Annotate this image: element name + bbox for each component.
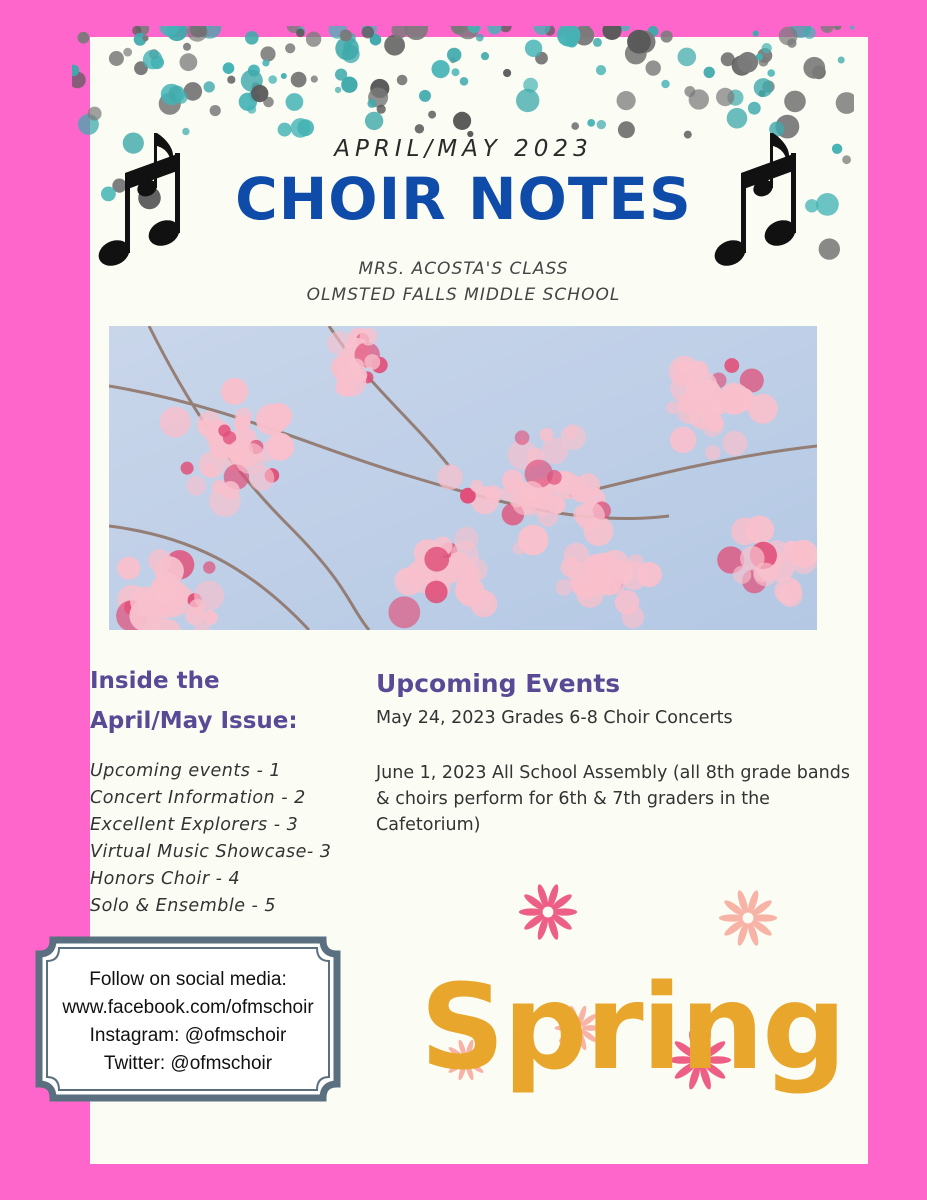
toc-item: Excellent Explorers - 3 xyxy=(90,815,299,835)
social-media-frame xyxy=(33,934,343,1104)
toc-item: Concert Information - 2 xyxy=(90,788,306,808)
toc-item: Virtual Music Showcase- 3 xyxy=(90,842,332,862)
toc-item: Upcoming events - 1 xyxy=(90,761,281,781)
toc-heading-line2: April/May Issue: xyxy=(90,708,298,734)
spring-artwork xyxy=(420,870,845,1100)
cherry-blossom-photo xyxy=(109,326,817,630)
teacher-name: MRS. ACOSTA'S CLASS xyxy=(358,259,569,279)
page-title: CHOIR NOTES xyxy=(235,165,692,233)
instagram-handle[interactable]: Instagram: @ofmschoir xyxy=(89,1025,287,1046)
issue-date: APRIL/MAY 2023 xyxy=(334,136,593,162)
facebook-link[interactable]: www.facebook.com/ofmschoir xyxy=(62,997,314,1018)
toc-heading-line1: Inside the xyxy=(90,668,220,694)
school-name: OLMSTED FALLS MIDDLE SCHOOL xyxy=(306,285,621,305)
social-follow-label: Follow on social media: xyxy=(89,969,287,990)
toc-item: Honors Choir - 4 xyxy=(90,869,241,889)
spring-word: Spring xyxy=(420,958,845,1096)
event-item: June 1, 2023 All School Assembly (all 8th grade bands & choirs perform for 6th & 7th graders in the Cafetorium) xyxy=(376,763,850,835)
events-heading: Upcoming Events xyxy=(376,669,621,698)
toc-item: Solo & Ensemble - 5 xyxy=(90,896,277,916)
event-item: May 24, 2023 Grades 6-8 Choir Concerts xyxy=(376,708,733,728)
twitter-handle[interactable]: Twitter: @ofmschoir xyxy=(103,1053,273,1074)
